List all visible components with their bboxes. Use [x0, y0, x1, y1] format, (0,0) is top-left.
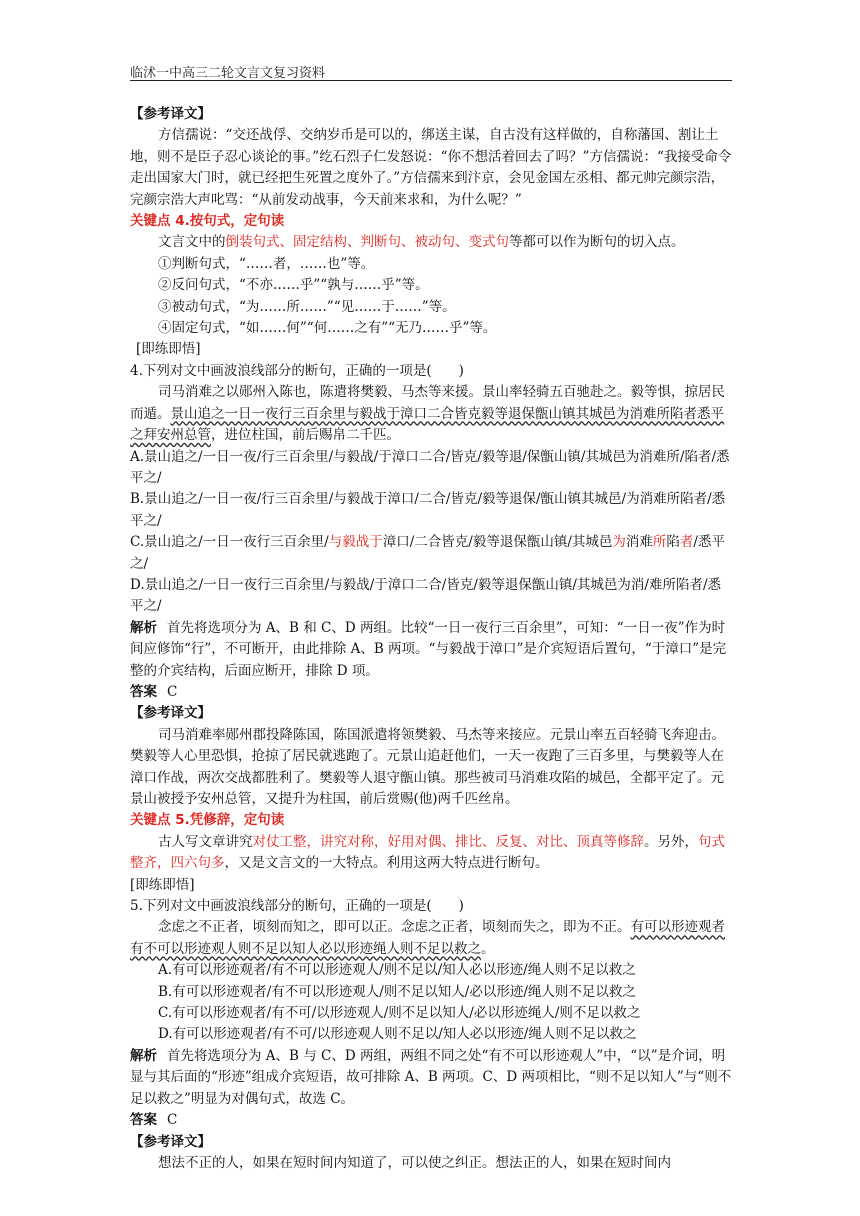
- question-4: 4.下列对文中画波浪线部分的断句，正确的一项是( ): [130, 362, 464, 379]
- passage-text: 。: [481, 940, 495, 957]
- option-text: /悉平之/: [130, 534, 725, 572]
- intro-highlight: 句式整齐，四六句多: [130, 833, 725, 872]
- option-c: C.有可以形迹观者/有不可/以形迹观人/则不足以知人/必以形迹绳人/则不足以救之: [158, 1005, 641, 1022]
- reference-translation-heading: 【参考译文】: [130, 106, 211, 122]
- answer-label: 答案: [130, 683, 157, 700]
- page-header: 临沭一中高三二轮文言文复习资料: [130, 66, 326, 81]
- analysis-4: [130, 618, 732, 682]
- analysis-text: 首先将选项分为 A、B 与 C、D 两组，两组不同之处“有不可以形迹观人”中，“以”是介词，明显与其后面的“形迹”组成介宾短语，故可排除 A、B 两项。C、D 两项相比，“则不足以知人”与“则不足以救之”明显为对偶句式，故选 C。: [130, 1047, 732, 1107]
- practice-label: [即练即悟]: [136, 341, 201, 358]
- passage-text: ，进位柱国，前后赐帛二千匹。: [211, 427, 400, 444]
- practice-label: [即练即悟]: [130, 876, 195, 893]
- option-a: A.景山追之/一日一夜/行三百余里/与毅战/于漳口二合/皆克/毅等退/保甑山镇/其城邑为消难所/陷者/悉平之/: [130, 448, 730, 486]
- option-c: [130, 532, 732, 575]
- analysis-text: 首先将选项分为 A、B 和 C、D 两组。比较“一日一夜行三百余里”，可知：“一日一夜”作为时间应修饰“行”，不可断开，由此排除 A、B 两项。“与毅战于漳口”是介宾短语后置句，“于漳口”是完整的介宾结构，后面应断开，排除 D 项。: [130, 619, 727, 679]
- key-point-4-heading: 关键点 4.按句式，定句读: [130, 213, 285, 230]
- answer-label: 答案: [130, 1112, 157, 1129]
- question-5-passage: [130, 917, 732, 960]
- intro-text: 。另外，: [644, 833, 698, 850]
- passage-text: 司马消难之以郧州入陈也，陈遣将樊毅、马杰等来援。景山率轻骑五百驰赴之。毅等惧，掠居民而遁。: [130, 384, 725, 422]
- intro-highlight: 对仗工整，讲究对称，好用对偶、排比、反复、对比、顶真等修辞: [252, 833, 644, 850]
- reference-translation-text: 方信孺说：“交还战俘、交纳岁币是可以的，绑送主谋，自古没有这样做的，自称藩国、割让土地，则不是臣子忍心谈论的事。”纥石烈子仁发怒说：“你不想活着回去了吗？”方信孺说：“我接受命令走出国家大门时，就已经把生死置之度外了。”方信孺来到汴京，会见金国左丞相、都元帅完颜宗浩，完颜宗浩大声叱骂：“从前发动战事，今天前来求和，为什么呢？”: [130, 127, 732, 208]
- intro-text: 等都可以作为断句的切入点。: [509, 234, 685, 251]
- option-d: D.有可以形迹观者/有不可/以形迹观人则不足以/知人必以形迹/绳人则不足以救之: [158, 1026, 637, 1043]
- reference-translation-heading: 【参考译文】: [130, 705, 211, 722]
- analysis-label: 解析: [130, 619, 157, 636]
- question-4-passage: [130, 382, 732, 446]
- reference-translation-text: 司马消难率郧州郡投降陈国，陈国派遣将领樊毅、马杰等来接应。元景山率五百轻骑飞奔迎击。樊毅等人心里恐惧，抢掠了居民就逃跑了。元景山追赶他们，一天一夜跑了三百多里，与樊毅等人在漳口作战，两次交战都胜利了。樊毅等人退守甑山镇。那些被司马消难攻陷的城邑，全都平定了。元景山被授予安州总管，又提升为柱国，前后赏赐(他)两千匹丝帛。: [130, 726, 725, 807]
- intro-text: 古人写文章讲究: [158, 833, 253, 850]
- reference-translation-heading: 【参考译文】: [130, 1133, 211, 1150]
- sentence-pattern-item: ③被动句式，“为……所……”“见……于……”等。: [158, 298, 456, 315]
- option-b: B.有可以形迹观者/有不可以形迹观人/则不足以知人/必以形迹/绳人则不足以救之: [158, 983, 636, 1000]
- option-a: A.有可以形迹观者/有不可以形迹观人/则不足以/知人必以形迹/绳人则不足以救之: [158, 962, 636, 979]
- passage-text: 念虑之不正者，顷刻而知之，即可以正。念虑之正者，顷刻而失之，即为不正。: [158, 919, 631, 936]
- intro-text: ，又是文言文的一大特点。利用这两大特点进行断句。: [224, 855, 549, 872]
- option-text: 消难: [625, 534, 653, 551]
- option-text: C.景山追之/一日一夜行三百余里/: [130, 534, 329, 551]
- answer-4: [130, 682, 732, 703]
- option-highlight: 所: [652, 534, 667, 551]
- wavy-underlined-passage: 有可以形迹观者有不可以形迹观人则不足以知人必以形迹绳人则不足以救之: [130, 919, 725, 957]
- key-point-4-intro: [130, 232, 732, 253]
- wavy-underlined-passage: 景山追之一日一夜行三百余里与毅战于漳口二合皆克毅等退保甑山镇其城邑为消难所陷者悉平之拜安州总管: [130, 405, 724, 444]
- option-d: D.景山追之/一日一夜行三百余里/与毅战/于漳口二合/皆克/毅等退保甑山镇/其城邑为消/难所陷者/悉平之/: [130, 576, 722, 615]
- option-text: 陷: [666, 534, 680, 551]
- sentence-pattern-item: ①判断句式，“……者，……也”等。: [158, 255, 375, 272]
- reference-translation-text: 想法不正的人，如果在短时间内知道了，可以使之纠正。想法正的人，如果在短时间内: [158, 1154, 671, 1171]
- question-5: 5.下列对文中画波浪线部分的断句，正确的一项是( ): [130, 898, 464, 915]
- option-highlight: 与毅战于: [328, 534, 383, 551]
- key-point-5-intro: [130, 832, 732, 875]
- answer-value: C: [167, 683, 178, 700]
- option-text: 漳口/二合皆克/毅等退保甑山镇/其城邑: [382, 534, 613, 551]
- intro-text: 文言文中的: [158, 234, 226, 251]
- analysis-5: [130, 1046, 732, 1110]
- intro-highlight: 倒装句式、固定结构、判断句、被动句、变式句: [225, 234, 509, 251]
- header-divider: [130, 80, 732, 81]
- option-b: B.景山追之/一日一夜/行三百余里/与毅战于漳口/二合/皆克/毅等退保/甑山镇其城邑/为消难所陷者/悉平之/: [130, 491, 726, 529]
- answer-5: [130, 1110, 732, 1131]
- answer-value: C: [167, 1112, 178, 1129]
- option-highlight: 为: [612, 534, 626, 551]
- option-highlight: 者: [679, 534, 694, 551]
- sentence-pattern-item: ②反问句式，“不亦……乎”“孰与……乎”等。: [158, 277, 429, 294]
- key-point-5-heading: 关键点 5.凭修辞，定句读: [130, 812, 285, 829]
- document-body: [130, 104, 732, 1174]
- sentence-pattern-item: ④固定句式，“如……何”“何……之有”“无乃……乎”等。: [158, 320, 497, 337]
- analysis-label: 解析: [130, 1047, 157, 1064]
